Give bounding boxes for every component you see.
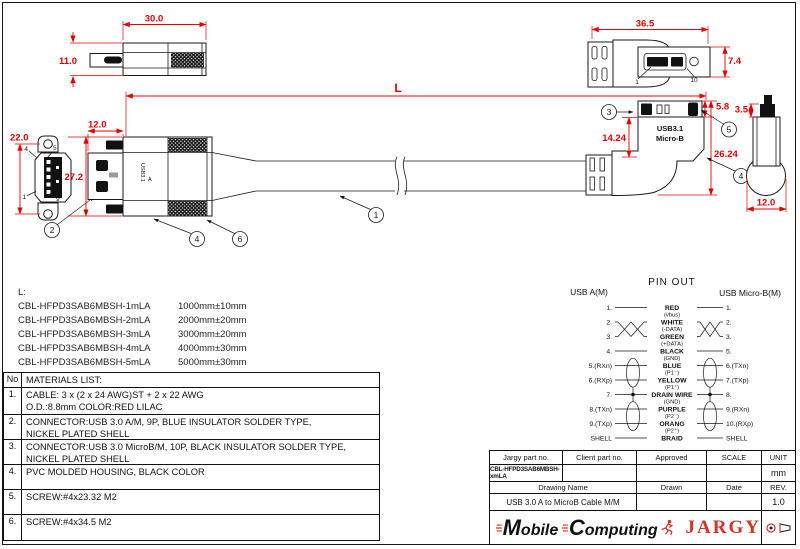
dim-label: 11.0 [59,56,77,67]
balloon-3: 3 [606,107,612,117]
projection-symbol-icon [766,522,792,534]
wire-color: BRAID [661,435,683,443]
material-no: 5. [4,490,22,514]
pin-number: 5 [53,145,57,152]
dim-label: 30.0 [144,13,164,25]
pin-number: 1 [635,79,639,86]
balloon-4b: 4 [738,171,744,181]
material-no: 6. [4,515,22,540]
dim-label: 22.0 [10,132,29,144]
approved-label: Approved [637,451,707,464]
title-block-value-row [490,465,795,482]
rev-label: REV. [770,483,787,492]
pin-left: 9.(TXp) [589,420,612,428]
pinout-rows [589,305,754,443]
company-logo [490,511,762,544]
dim-label: 12.0 [756,197,776,209]
running-man-icon [660,516,674,539]
material-desc: CONNECTOR:USB 3.0 MicroB/M, 10P, BLACK INSULATOR SOLDER TYPE, NICKEL PLATED SHELL [26,442,346,464]
dim-label: 12.0 [88,119,107,131]
client-part-label: Client part no. [563,451,637,464]
usba-side-view-top [59,14,206,88]
connector-marking: USB3.1 [656,124,684,133]
material-row [4,514,379,540]
pin-right: 2. [726,319,732,327]
balloon-6: 6 [237,234,243,244]
wire-color: PURPLE [658,406,686,414]
wire-color: RED [664,304,680,312]
date-value [707,494,762,510]
pin-right: 3. [726,333,732,341]
wire-sub: (+DATA) [661,341,683,348]
date-label: Date [707,482,762,493]
projection-symbol-cell [762,511,795,544]
material-desc: CABLE: 3 x (2 x 24 AWG)ST + 2 x 22 AWG O.D.:8.8mm COLOR:RED LILAC [26,390,204,412]
wire-color: WHITE [661,319,683,327]
pin-number: 9 [56,196,60,203]
speed-lines-icon [496,521,503,535]
drawing-name-value: USB 3.0 A to MicroB Cable M/M [490,494,637,510]
material-desc: SCREW:#4x34.5 M2 [26,517,112,527]
dim-label-L: L [394,81,402,95]
wire-sub: (P2⁻) [664,413,680,420]
balloon-1: 1 [373,210,379,220]
drawn-label: Drawn [637,482,707,493]
pinout-diagram [570,277,781,442]
material-no: 3. [4,440,22,464]
pin-number: 10 [690,77,698,84]
dim-label: 26.24 [714,149,738,160]
title-block-name-header-row [490,482,795,494]
title-block-name-value-row [490,494,795,511]
material-row [4,464,379,489]
material-no: 2. [4,415,22,439]
pin-right: 1. [726,304,732,312]
pin-right: 10.(RXp) [726,420,754,428]
pinout-left-header: USB A(M) [570,287,608,297]
material-row [4,387,379,414]
wire-sub: (-DATA) [661,326,683,333]
connector-marking: Micro-B [656,134,684,143]
housing-marking: USB3.1 [139,163,145,182]
material-desc: CONNECTOR:USB 3.0 A/M, 9P, BLUE INSULATOR SOLDER TYPE, NICKEL PLATED SHELL [26,417,312,439]
wire-sub: (GND) [663,399,681,406]
client-part-value [563,465,637,481]
drawn-value [637,494,707,510]
length-table-title: L: [18,287,26,298]
wire-color: GREEN [659,333,685,341]
material-desc: PVC MOLDED HOUSING, BLACK COLOR [26,467,205,477]
pin-left: 1. [606,304,612,312]
no-header: No [4,373,22,387]
dim-label: 14.24 [602,133,626,144]
length-row [18,356,247,370]
pin-right: 9.(RXn) [726,406,750,414]
pin-right: 6.(TXn) [726,362,749,370]
microb-end-view [735,95,786,212]
logo-jargy-text: JARGY [685,516,761,538]
speed-lines-icon [562,521,569,535]
jargy-part-label: Jargy part no. [490,451,563,464]
materials-table [3,372,380,541]
pinout-title: PIN OUT [648,277,696,288]
usba-assembly-view [65,120,257,247]
balloon-2: 2 [49,225,55,235]
part-length: 1000mm±10mm [178,301,247,312]
part-length: 5000mm±30mm [178,357,247,368]
wire-color: BLUE [662,362,682,370]
logo-mobile-text: Mobile [502,514,559,540]
part-number: CBL-HFPD3SAB6MBSH-3mLA [18,329,151,340]
housing-marking-sub: A [148,177,152,183]
materials-header-row [4,373,379,387]
dim-label: 5.8 [716,101,730,113]
scale-value [707,465,762,481]
pinout-right-header: USB Micro-B(M) [719,288,781,298]
length-row [18,342,247,356]
pin-left: 6.(RXp) [588,377,612,385]
microb-top-view [588,19,742,88]
material-row [4,414,379,439]
wire-sub: (P1⁻) [664,370,680,377]
unit-value: mm [771,468,786,478]
part-number: CBL-HFPD3SAB6MBSH-2mLA [18,315,151,326]
material-desc: SCREW:#4x23.32 M2 [26,492,117,502]
pin-left: 4. [606,348,612,356]
logo-row [490,511,795,544]
wire-sub: (P2⁺) [664,428,680,435]
pin-right: 5. [726,348,732,356]
wire-color: ORANG [659,420,685,428]
title-block [489,450,796,545]
pin-left: 2. [606,319,612,327]
pin-right: SHELL [726,435,748,443]
logo-computing-text: Computing [568,514,658,540]
wire-color: DRAIN WIRE [651,391,693,399]
pin-left: 3. [606,333,612,341]
drawing-name-label: Drawing Name [490,482,637,493]
wire-sub: (P1⁺) [664,384,680,391]
wire-sub: (vbus) [663,312,681,319]
pin-number: 4 [24,146,28,153]
part-length: 2000mm±20mm [178,315,247,326]
wire-sub: (GND) [663,355,681,362]
approved-value [637,465,707,481]
scale-label: SCALE [707,451,762,464]
usba-front-view [10,133,94,238]
pin-right: 7.(TXp) [726,377,749,385]
length-table [18,286,247,370]
dim-label: 7.4 [728,56,742,67]
rev-value: 1.0 [772,497,785,507]
material-row [4,439,379,464]
pin-right: 8. [726,391,732,399]
wire-color: YELLOW [657,377,687,385]
dim-label: 3.5 [734,104,748,116]
balloon-4: 4 [194,234,200,244]
part-number: CBL-HFPD3SAB6MBSH-5mLA [18,357,151,368]
wire-color: BLACK [660,348,684,356]
part-number: CBL-HFPD3SAB6MBSH-1mLA [18,301,151,312]
dim-label: 36.5 [635,18,655,30]
materials-list-header: MATERIALS LIST: [26,375,102,385]
material-no: 1. [4,388,22,414]
material-no: 4. [4,465,22,489]
part-length: 4000mm±30mm [178,343,247,354]
balloon-5: 5 [726,124,732,135]
length-row [18,300,247,314]
microb-side-view [586,101,749,196]
pin-number: 1 [22,194,26,201]
pin-left: 8.(TXn) [589,406,612,414]
material-row [4,489,379,514]
part-length: 3000mm±20mm [178,329,247,340]
part-number: CBL-HFPD3SAB6MBSH-4mLA [18,343,151,354]
pin-left: 7. [606,391,612,399]
length-row [18,328,247,342]
dim-label: 27.2 [64,172,83,183]
pin-left: 5.(RXn) [588,362,612,370]
jargy-part-value: CBL-HFPD3SAB6MBSH-xmLA [490,465,563,481]
unit-label: UNIT [769,453,788,462]
title-block-header-row [490,451,795,465]
pin-left: SHELL [590,435,612,443]
overall-length-dimension [126,81,706,136]
length-row [18,314,247,328]
cable-view [256,157,586,223]
